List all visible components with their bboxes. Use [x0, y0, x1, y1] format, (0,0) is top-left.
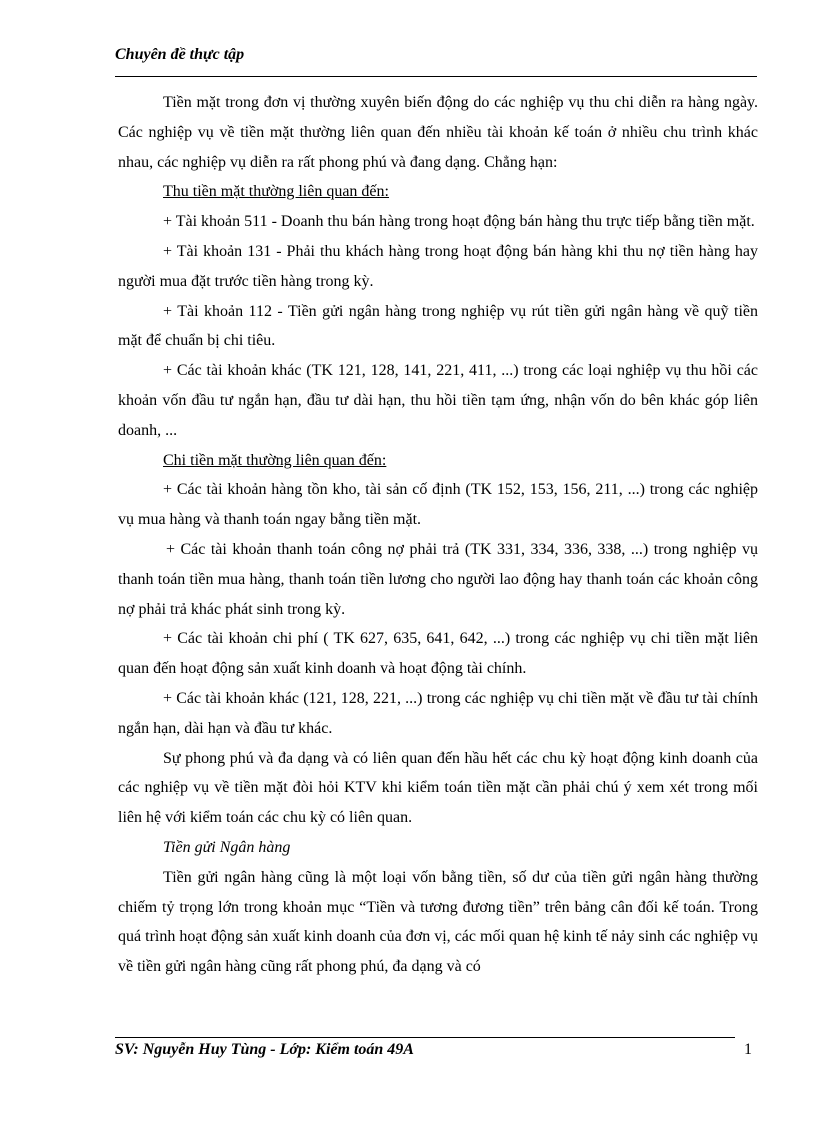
- list-item: + Tài khoản 131 - Phải thu khách hàng trong hoạt động bán hàng khi thu nợ tiền hàng hay người mua đặt trước tiền hàng trong kỳ.: [118, 242, 758, 290]
- footer-divider: [115, 1037, 735, 1038]
- subheading-cash-receipts: Thu tiền mặt thường liên quan đến:: [163, 183, 389, 201]
- list-item: + Tài khoản 511 - Doanh thu bán hàng trong hoạt động bán hàng thu trực tiếp bằng tiền mặt.: [163, 213, 755, 231]
- paragraph-bank-deposits: Tiền gửi ngân hàng cũng là một loại vốn bằng tiền, số dư của tiền gửi ngân hàng thường chiếm tỷ trọng lớn trong khoản mục “Tiền và tương đương tiền” trên bảng cân đối kế toán. Trong quá trình hoạt động sản xuất kinh doanh của đơn vị, các mối quan hệ kinh tế nảy sinh các nghiệp vụ về tiền gửi ngân hàng cũng rất phong phú, đa dạng và có: [118, 868, 758, 976]
- document-body: [118, 88, 758, 982]
- list-item: + Các tài khoản khác (121, 128, 221, ...) trong các nghiệp vụ chi tiền mặt về đầu tư tài chính ngắn hạn, dài hạn và đầu tư khác.: [118, 689, 758, 737]
- header-divider: [115, 76, 757, 77]
- document-header-title: Chuyên đề thực tập: [115, 46, 245, 63]
- paragraph-summary: Sự phong phú và đa dạng và có liên quan đến hầu hết các chu kỳ hoạt động kinh doanh của các nghiệp vụ về tiền mặt đòi hỏi KTV khi kiểm toán tiền mặt cần phải chú ý xem xét trong mối liên hệ với kiểm toán các chu kỳ có liên quan.: [118, 749, 758, 827]
- list-item: + Các tài khoản thanh toán công nợ phải trả (TK 331, 334, 336, 338, ...) trong nghiệp vụ thanh toán tiền mua hàng, thanh toán tiền lương cho người lao động hay thanh toán các khoản công nợ phải trả khác phát sinh trong kỳ.: [118, 540, 758, 618]
- subheading-cash-payments: Chi tiền mặt thường liên quan đến:: [163, 451, 387, 469]
- page-number: 1: [744, 1041, 752, 1058]
- list-item: + Các tài khoản hàng tồn kho, tài sản cố định (TK 152, 153, 156, 211, ...) trong các nghiệp vụ mua hàng và thanh toán ngay bằng tiền mặt.: [118, 481, 758, 529]
- list-item: + Các tài khoản chi phí ( TK 627, 635, 641, 642, ...) trong các nghiệp vụ chi tiền mặt liên quan đến hoạt động sản xuất kinh doanh và hoạt động tài chính.: [118, 630, 758, 678]
- footer-student-info: SV: Nguyễn Huy Tùng - Lớp: Kiểm toán 49A: [115, 1041, 414, 1058]
- list-item: + Các tài khoản khác (TK 121, 128, 141, 221, 411, ...) trong các loại nghiệp vụ thu hồi các khoản vốn đầu tư ngắn hạn, đầu tư dài hạn, thu hồi tiền tạm ứng, nhận vốn do bên khác góp liên doanh, ...: [118, 362, 758, 439]
- paragraph-intro: Tiền mặt trong đơn vị thường xuyên biến động do các nghiệp vụ thu chi diễn ra hàng ngày. Các nghiệp vụ về tiền mặt thường liên quan đến nhiều tài khoản kế toán ở nhiều chu trình khác nhau, các nghiệp vụ diễn ra rất phong phú và đang dạng. Chẳng hạn:: [118, 94, 758, 171]
- section-heading-bank-deposits: Tiền gửi Ngân hàng: [163, 838, 291, 856]
- list-item: + Tài khoản 112 - Tiền gửi ngân hàng trong nghiệp vụ rút tiền gửi ngân hàng về quỹ tiền mặt để chuẩn bị chi tiêu.: [118, 302, 758, 350]
